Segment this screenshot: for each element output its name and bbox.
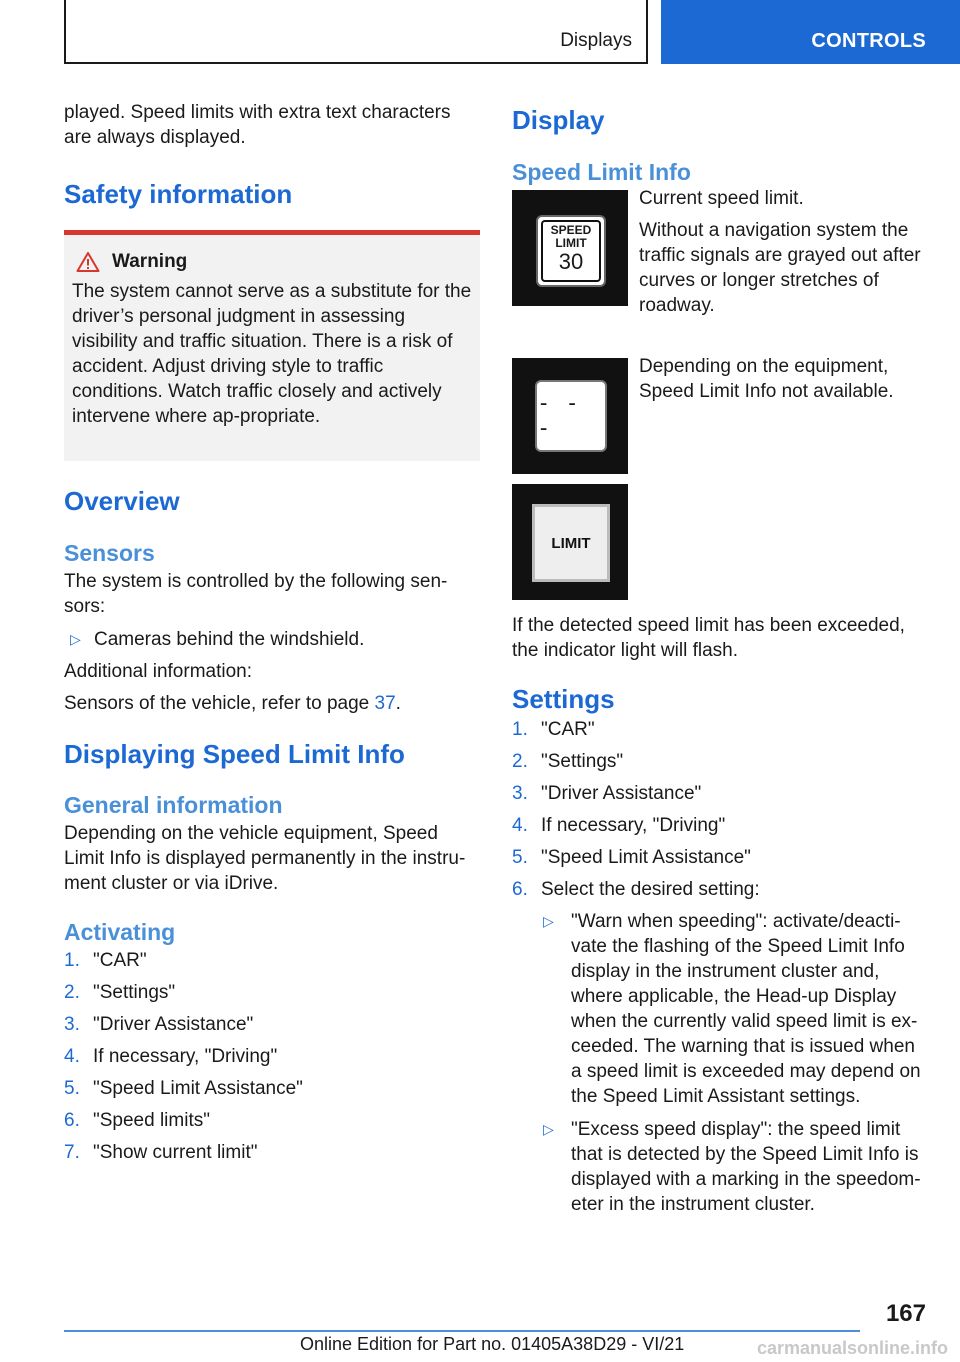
- activating-steps: [64, 948, 480, 1165]
- bullet-triangle-icon: ▷: [543, 913, 554, 929]
- list-item: 4. If necessary, "Driving": [512, 815, 726, 836]
- sign1-description: [639, 186, 921, 318]
- sign1-value: 30: [558, 249, 584, 274]
- list-item: 4. If necessary, "Driving": [64, 1046, 278, 1067]
- activating-heading: Activating: [64, 919, 176, 945]
- overview-heading: Overview: [64, 486, 180, 516]
- sensors-ref-suffix: .: [395, 693, 401, 714]
- right-column: [512, 100, 928, 1225]
- left-column: [64, 100, 480, 1172]
- warning-box: [64, 230, 480, 461]
- edition-text: Online Edition for Part no. 01405A38D29 - VI/21: [300, 1334, 685, 1354]
- page-link[interactable]: 37: [374, 693, 396, 714]
- list-item: 1. "CAR": [64, 950, 147, 971]
- sensors-ref-prefix: Sensors of the vehicle, refer to page: [64, 693, 375, 714]
- sensors-bullet-text: Cameras behind the windshield.: [94, 629, 365, 650]
- speed-limit-sign-icon: [512, 190, 628, 306]
- sign3-text: LIMIT: [551, 534, 591, 552]
- list-item: 1. "CAR": [512, 719, 595, 740]
- footer-divider: [64, 1330, 860, 1332]
- sensors-heading: Sensors: [64, 540, 155, 566]
- exceeded-text: If the detected speed limit has been exceeded, the indicator light will flash.: [512, 615, 905, 661]
- list-item: 3. "Driver Assistance": [64, 1014, 254, 1035]
- bullet-triangle-icon: ▷: [543, 1121, 554, 1137]
- controls-tab[interactable]: [661, 0, 960, 64]
- list-item: 2. "Settings": [64, 982, 176, 1003]
- section-title: Displays: [560, 30, 632, 51]
- display-heading: Display: [512, 105, 605, 135]
- settings-steps: [512, 717, 928, 902]
- list-item: ▷ "Warn when speeding": activate/deacti-vate the flashing of the Speed Limit Info display in the instrument cluster and, where applicable, the Head-up Display when the currently valid speed limit is ex-ceeded. The warning that is issued when a speed limit is exceeded may depend on the Speed Limit Assistant settings.: [543, 911, 921, 1107]
- page-number: 167: [885, 1300, 926, 1327]
- settings-sub-bullets: [541, 909, 928, 1217]
- header-box: [64, 0, 648, 64]
- intro-paragraph: played. Speed limits with extra text characters are always displayed.: [64, 102, 451, 148]
- sign2-text: - - -: [537, 391, 580, 441]
- list-item: 5. "Speed Limit Assistance": [64, 1078, 303, 1099]
- equipment-text: Depending on the equipment, Speed Limit Info not available.: [639, 356, 894, 402]
- list-item: 7. "Show current limit": [64, 1142, 258, 1163]
- current-limit-text: Current speed limit.: [639, 188, 804, 209]
- bullet-triangle-icon: ▷: [70, 631, 81, 647]
- list-item: 5. "Speed Limit Assistance": [512, 847, 751, 868]
- watermark: carmanualsonline.info: [756, 1338, 948, 1358]
- list-item: 6. Select the desired setting:: [512, 879, 760, 900]
- list-item: ▷ "Excess speed display": the speed limit that is detected by the Speed Limit Info is displayed with a marking in the speedom-eter in the instrument cluster.: [543, 1119, 921, 1215]
- general-info-heading: General information: [64, 792, 283, 818]
- displaying-heading: Displaying Speed Limit Info: [64, 739, 405, 769]
- speed-limit-info-heading: Speed Limit Info: [512, 159, 691, 185]
- warning-triangle-icon: [76, 251, 100, 273]
- sensors-text: The system is controlled by the following sen-sors:: [64, 571, 448, 617]
- warning-text: The system cannot serve as a substitute for the driver’s personal judgment in assessing visibility and traffic situation. There is a risk of accident. Adjust driving style to traffic conditions. Watch traffic closely and actively intervene where ap-propriate.: [72, 281, 472, 427]
- speed-limit-unavailable-icon: [512, 358, 628, 474]
- sign2-row: [512, 358, 928, 474]
- list-item: 2. "Settings": [512, 751, 624, 772]
- list-item: 3. "Driver Assistance": [512, 783, 702, 804]
- safety-heading: Safety information: [64, 179, 293, 209]
- list-item: 6. "Speed limits": [64, 1110, 210, 1131]
- general-info-text: Depending on the vehicle equipment, Speed Limit Info is displayed permanently in the instru-ment cluster or via iDrive.: [64, 823, 466, 894]
- sensors-reference: [64, 691, 480, 716]
- controls-tab-label: CONTROLS: [811, 30, 926, 52]
- warning-title: [72, 251, 472, 273]
- settings-heading: Settings: [512, 684, 615, 714]
- sign1-line2: LIMIT: [555, 236, 587, 250]
- warning-title-text: Warning: [112, 251, 188, 272]
- nav-text: Without a navigation system the traffic signals are grayed out after curves or longer stretches of roadway.: [639, 220, 921, 316]
- sign1-line1: SPEED: [550, 223, 592, 237]
- additional-info-label: Additional information:: [64, 661, 252, 682]
- sign1-row: [512, 190, 928, 318]
- limit-indicator-icon: [512, 484, 628, 600]
- sensors-bullet: [64, 627, 480, 652]
